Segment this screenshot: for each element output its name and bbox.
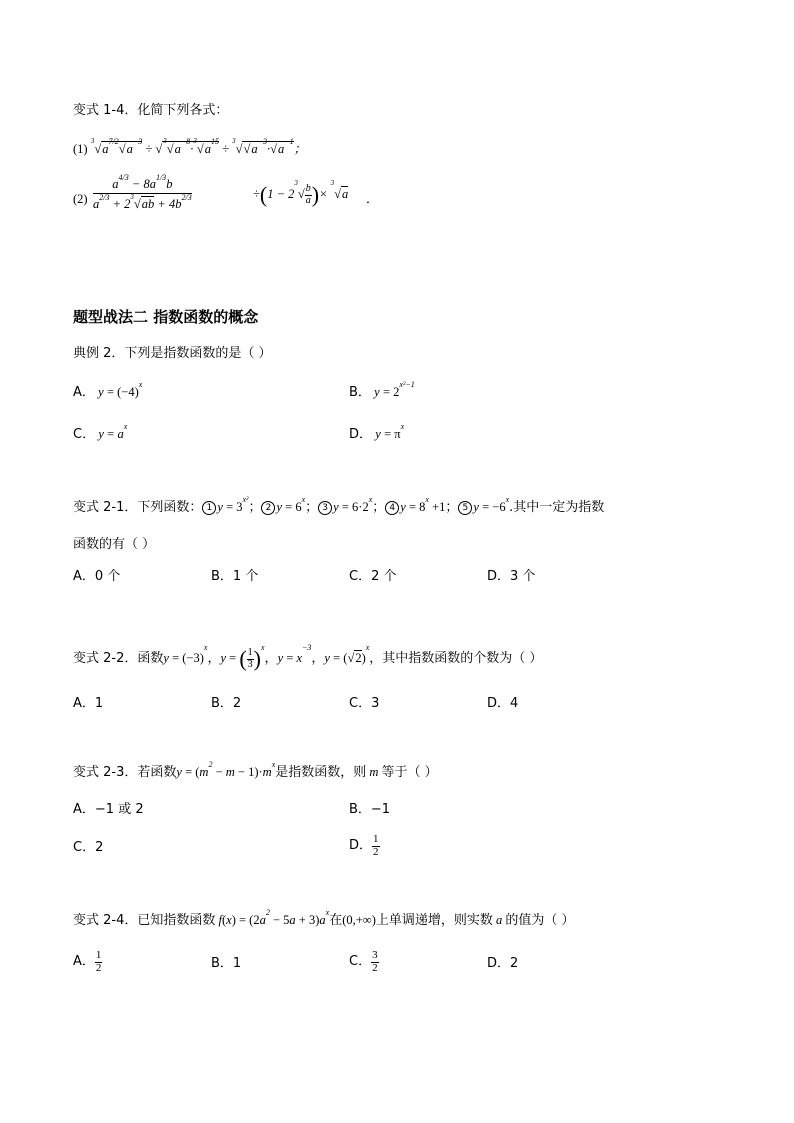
problem-2-1-option-c: C．2 个 [349,569,397,584]
option-d-numerator: 1 [373,833,379,845]
option-d-denominator: 2 [373,845,379,858]
problem-2-4-tail: 的值为（ ） [505,913,575,928]
problem-2-4-option-d: D．2 [487,956,519,971]
part2-suffix: ． [366,192,379,206]
problem-2-1-option-b: B．1 个 [211,569,259,584]
part2-rest: $\div(1 - 2^3√$ $\frac{b}{a}$ )× $^3$√a [253,179,349,207]
problem-2-3-mid: 是指数函数，则 [275,765,367,780]
option-letter: C． [349,954,372,970]
problem-2-4-option-a [73,950,102,974]
option-letter: C． [73,427,96,442]
option-c-numerator: 3 [372,949,378,961]
option-letter: D． [349,427,373,442]
problem-2-4-mid2: 上单调递增，则实数 [375,913,493,928]
example-2-option-c: C． $y = a^x$ [73,422,128,442]
problem-2-2-tail: ，其中指数函数的个数为（ ） [369,650,543,666]
problem-2-2-option-c: C．3 [349,696,380,711]
problem-2-3-option-b: B．−1 [349,802,391,817]
problem-2-1-tail: .其中一定为指数 [509,500,605,515]
problem-1-4-part1 [73,137,307,156]
example-2-label: 典例 2．下列是指数函数的是（ ） [73,346,272,361]
problem-2-3-label: 变式 2-3．若函数 [73,765,177,780]
problem-2-3-tail: 等于（ ） [381,765,438,780]
part1-expression: $^3√a^{7/2}√a^{-3} \div √^3√a^{-8}\cdot^3√a^{15} \div ^3√√a^{-3}\cdot√a^{-1}$； [90,137,307,156]
problem-1-4-label: 变式 1-4．化简下列各式： [73,103,229,118]
problem-2-1-line2: 函数的有（ ） [73,537,156,552]
option-letter: A． [73,385,95,400]
option-c-denominator: 2 [372,961,378,974]
problem-2-1-line1: 变式 2-1．下列函数： 1 $y = 3^{x^2}$； 2 $y = 6^x$； 3 $y = 6\cdot 2^x$； 4 $y = 8^x +1$； 5 $y = -6^x$.其中一定为指数 [73,495,605,515]
problem-2-4-line: 变式 2-4．已知指数函数 $f(x) = (2a^2 - 5a + 3)a^x$在(0,+∞)上单调递增，则实数 a 的值为（ ） [73,908,575,928]
option-letter: B． [349,385,371,400]
example-2-option-d: D． $y = \pi^x$ [349,422,405,442]
problem-2-4-label: 变式 2-4．已知指数函数 [73,913,216,928]
problem-2-3-option-d [349,834,380,858]
problem-2-3-line: 变式 2-3．若函数$y = (m^2 - m - 1)\cdot m^x$是指数函数，则 m 等于（ ） [73,760,438,780]
problem-2-3-option-c: C．2 [73,840,104,855]
example-2-option-b: B． $y = 2^{x^2-1}$ [349,380,415,400]
example-2-option-a: A． $y = (-4)^x$ [73,380,143,400]
problem-2-2-option-b: B．2 [211,696,242,711]
problem-2-2-option-d: D．4 [487,696,519,711]
part1-prefix: (1) [73,142,88,156]
problem-2-4-option-b: B．1 [211,956,242,971]
option-a-denominator: 2 [95,961,102,974]
section-title: 题型战法二 指数函数的概念 [73,308,259,326]
problem-2-2-label: 变式 2-2．函数 [73,650,164,666]
problem-2-4-option-c [349,950,379,974]
problem-2-2-option-a: A．1 [73,696,104,711]
problem-2-1-option-d: D．3 个 [487,569,536,584]
option-letter: A． [73,954,95,970]
part2-fraction: $a^{4/3} - 8a^{1/3}b$ $a^{2/3} + 2^3√ab + 4b^{2/3}$ [93,173,192,211]
option-letter: D． [349,838,373,854]
problem-2-3-option-a: A．−1 或 2 [73,802,144,817]
problem-2-1-label: 变式 2-1．下列函数： [73,500,203,515]
problem-2-4-mid1: 在 [329,913,343,928]
option-a-numerator: 1 [95,949,102,961]
problem-2-1-option-a: A．0 个 [73,569,121,584]
part2-prefix: (2) [73,192,88,206]
problem-2-2-line: 变式 2-2．函数$y = (-3)^x$，y = ( $\frac{1}{3}$ )$^x$，$y = x^{-3}$，$y = (√2)^x$，其中指数函数的个数为（ ） [73,643,543,671]
